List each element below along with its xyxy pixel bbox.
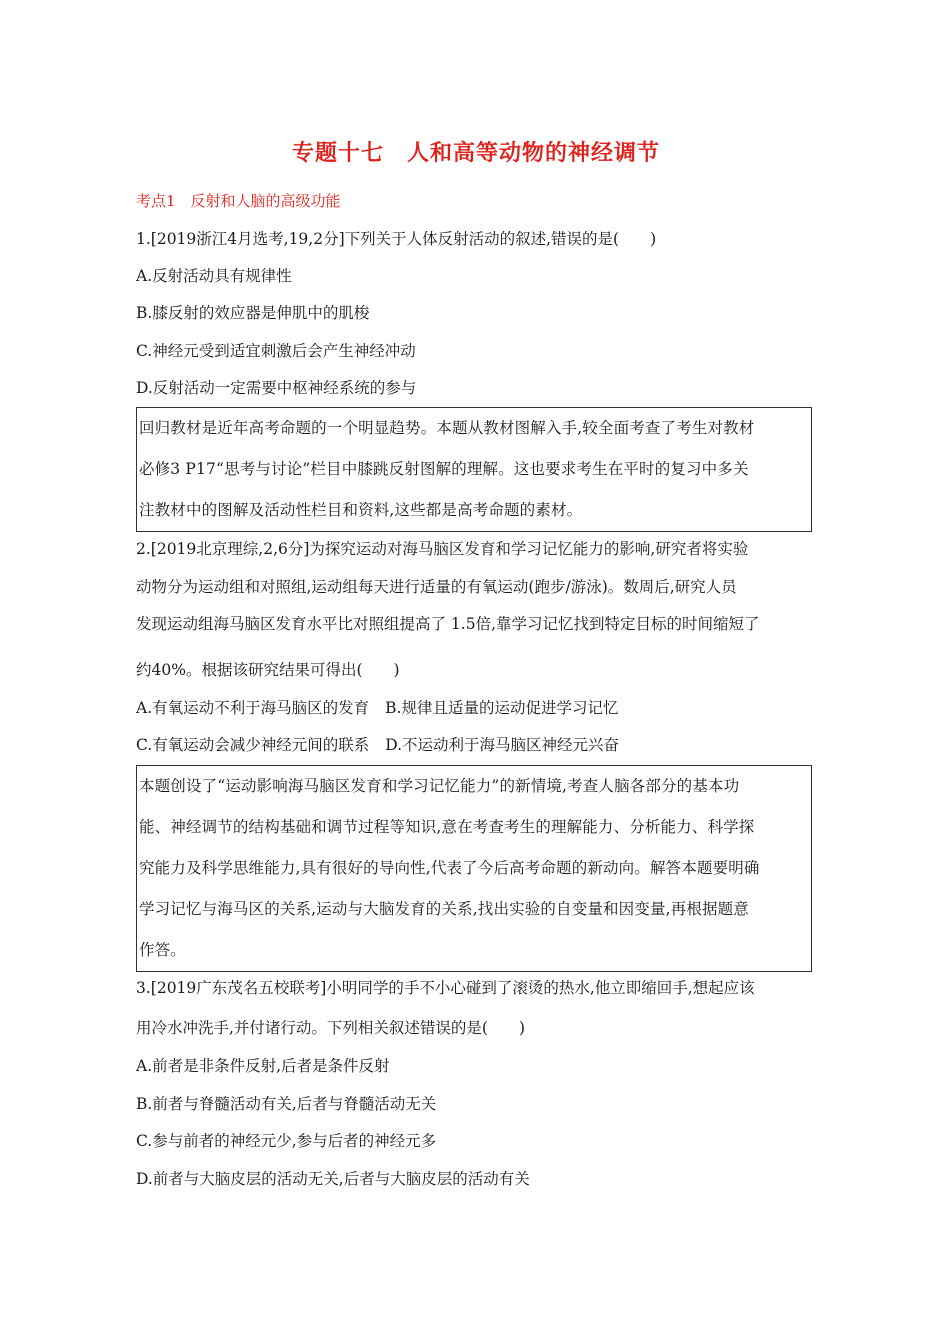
question-2-option-b: B.规律且适量的运动促进学习记忆 (385, 699, 619, 717)
question-1-note-box (136, 407, 812, 532)
page-title: 专题十七 人和高等动物的神经调节 (291, 141, 660, 166)
question-2-option-c: C.有氧运动会减少神经元间的联系 (136, 736, 370, 754)
note-line: 本题创设了“运动影响海马脑区发育和学习记忆能力”的新情境,考查人脑各部分的基本功 (139, 777, 740, 795)
question-3-stem-line: 用冷水冲洗手,并付诸行动。下列相关叙述错误的是( ) (136, 1019, 526, 1037)
question-3-stem-line: 3.[2019广东茂名五校联考]小明同学的手不小心碰到了滚烫的热水,他立即缩回手,想起应该 (136, 979, 755, 997)
question-2-stem-line: 约40%。根据该研究结果可得出( ) (136, 661, 400, 679)
question-1-stem: 1.[2019浙江4月选考,19,2分]下列关于人体反射活动的叙述,错误的是( ) (136, 230, 657, 248)
question-2-stem-line: 发现运动组海马脑区发育水平比对照组提高了 1.5倍,靠学习记忆找到特定目标的时间缩短了 (136, 615, 760, 633)
question-2-stem-line: 动物分为运动组和对照组,运动组每天进行适量的有氧运动(跑步/游泳)。数周后,研究人员 (136, 578, 737, 596)
question-1-option-a: A.反射活动具有规律性 (136, 267, 292, 285)
note-line: 注教材中的图解及活动性栏目和资料,这些都是高考命题的素材。 (139, 501, 583, 519)
question-2-options-row-2 (136, 735, 619, 755)
question-3-option-c: C.参与前者的神经元少,参与后者的神经元多 (136, 1132, 437, 1150)
note-line: 作答。 (139, 941, 186, 959)
question-3-option-b: B.前者与脊髓活动有关,后者与脊髓活动无关 (136, 1095, 437, 1113)
note-line: 究能力及科学思维能力,具有很好的导向性,代表了今后高考命题的新动向。解答本题要明确 (139, 859, 760, 877)
question-2-options-row-1 (136, 698, 618, 718)
question-1-option-d: D.反射活动一定需要中枢神经系统的参与 (136, 379, 417, 397)
question-2-option-a: A.有氧运动不利于海马脑区的发育 (136, 699, 370, 717)
question-1-option-c: C.神经元受到适宜刺激后会产生神经冲动 (136, 342, 416, 360)
question-2-note-box (136, 765, 812, 972)
note-line: 学习记忆与海马区的关系,运动与大脑发育的关系,找出实验的自变量和因变量,再根据题意 (139, 900, 749, 918)
question-2-stem-line: 2.[2019北京理综,2,6分]为探究运动对海马脑区发育和学习记忆能力的影响,研究者将实验 (136, 540, 749, 558)
question-3-option-d: D.前者与大脑皮层的活动无关,后者与大脑皮层的活动有关 (136, 1170, 530, 1188)
question-1-option-b: B.膝反射的效应器是伸肌中的肌梭 (136, 304, 370, 322)
note-line: 回归教材是近年高考命题的一个明显趋势。本题从教材图解入手,较全面考查了考生对教材 (139, 419, 755, 437)
section-heading: 考点1 反射和人脑的高级功能 (136, 192, 341, 210)
note-line: 必修3 P17“思考与讨论”栏目中膝跳反射图解的理解。这也要求考生在平时的复习中多关 (139, 460, 749, 478)
question-2-option-d: D.不运动利于海马脑区神经元兴奋 (385, 736, 620, 754)
note-line: 能、神经调节的结构基础和调节过程等知识,意在考查考生的理解能力、分析能力、科学探 (139, 818, 755, 836)
question-3-option-a: A.前者是非条件反射,后者是条件反射 (136, 1057, 390, 1075)
